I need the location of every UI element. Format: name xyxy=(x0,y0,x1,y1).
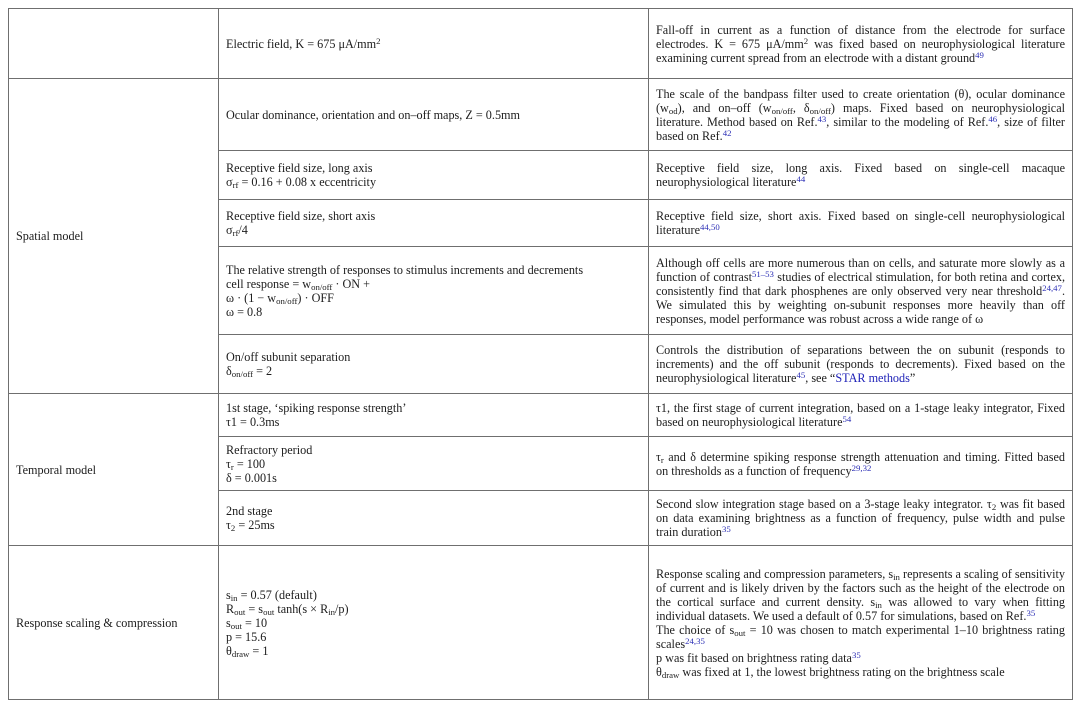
citation-link[interactable]: 51–53 xyxy=(751,268,774,279)
param-cell: Electric field, K = 675 $\mu A/mm^2$ xyxy=(219,9,649,79)
citation-link[interactable]: 54 xyxy=(842,414,852,425)
desc-cell: Although off cells are more numerous than on cells, and saturate more slowly as a function of contrast$^{51-53}$ studies of electrical stimulation, for both retina and cortex, consistently find that dark phosphenes are only observed very near threshold$^{24,47}$. We simulated this by weighting on-subunit responses more heavily than off responses, model performance was robust across a wide range of ω xyxy=(649,247,1073,335)
param-cell: 1st stage, ‘spiking response strength’ τ1 = 0.3ms xyxy=(219,394,649,437)
table-row xyxy=(9,9,1073,79)
citation-link[interactable]: 35 xyxy=(851,649,861,660)
desc-cell: Second slow integration stage based on a 3-stage leaky integrator. $\tau_2$ was fit based on data examining brightness as a function of frequency, pulse width and pulse train duration$^{35}$ xyxy=(649,491,1073,546)
citation-link[interactable]: 24,35 xyxy=(685,635,705,646)
desc-cell: Response scaling and compression parameters, $s_{in}$ represents a scaling of sensitivity of current and is likely driven by the factors such as the height of the electrode on the cortical surface and current density. $s_{in}$ was allowed to vary when fitting individual datasets. We used a default of 0.57 for simulations, based on Ref.$^{35}$ The choice of $s_{out} = 10$ was chosen to match experimental 1–10 brightness rating scales$^{24,35}$ p was fit based on brightness rating data$^{35}$ $\theta_{draw}$ was fixed at 1, the lowest brightness rating on the brightness scale xyxy=(649,546,1073,700)
citation-link[interactable]: 42 xyxy=(722,127,732,138)
group-cell xyxy=(9,9,219,79)
desc-cell: The scale of the bandpass filter used to create orientation (θ), ocular dominance $(w_{od})$, and on–off ($w_{on/off}$, $\delta_{on/off}$) maps. Fixed based on neurophysiological literature. Method based on Ref.$^{43}$, similar to the modeling of Ref.$^{46}$, size of filter based on Ref.$^{42}$ xyxy=(649,79,1073,151)
citation-link[interactable]: 44 xyxy=(796,174,806,185)
table-row xyxy=(9,394,1073,437)
citation-link[interactable]: 29,32 xyxy=(851,462,872,473)
group-cell-response-scaling: Response scaling & compression xyxy=(9,546,219,700)
model-parameters-table xyxy=(8,8,1073,700)
citation-link[interactable]: 44,50 xyxy=(699,222,720,233)
param-cell: $s_{in} = 0.57$ (default) $R_{out} = s_{out}$ $\tanh(s \times R_{in}/p)$ $s_{out} = 10$ p = 15.6 $\theta_{draw} = 1$ xyxy=(219,546,649,700)
desc-cell: Receptive field size, long axis. Fixed based on single-cell macaque neurophysiological literature$^{44}$ xyxy=(649,151,1073,200)
citation-link[interactable]: 46 xyxy=(988,113,998,124)
param-cell: 2nd stage $\tau_2 = 25ms$ xyxy=(219,491,649,546)
citation-link[interactable]: 49 xyxy=(975,49,984,60)
desc-cell: Receptive field size, short axis. Fixed based on single-cell neurophysiological literature$^{44,50}$ xyxy=(649,200,1073,247)
star-methods-link[interactable]: STAR methods xyxy=(835,371,910,385)
param-cell: Refractory period $\tau_r = 100$ δ = 0.001s xyxy=(219,437,649,491)
param-cell: The relative strength of responses to stimulus increments and decrements cell response = $w_{on/off}$ · ON + $\omega \cdot (1 - w_{on/off})$ · OFF ω = 0.8 xyxy=(219,247,649,335)
desc-cell: $\tau_r$ and δ determine spiking response strength attenuation and timing. Fitted based on thresholds as a function of frequency$^{29,32}$ xyxy=(649,437,1073,491)
param-cell: On/off subunit separation $\delta_{on/off} = 2$ xyxy=(219,335,649,394)
desc-cell: Controls the distribution of separations between the on subunit (responds to increments) and the off subunit (responds to decrements). Fixed based on the neurophysiological literature$^{45}$, see “STAR methods” xyxy=(649,335,1073,394)
table-row xyxy=(9,79,1073,151)
desc-cell: Fall-off in current as a function of distance from the electrode for surface electrodes. K = 675 $\mu A/mm^2$ was fixed based on neurophysiological literature examining current spread from an electrode with a distant ground$^{49}$ xyxy=(649,9,1073,79)
group-cell-temporal-model: Temporal model xyxy=(9,394,219,546)
group-cell-spatial-model: Spatial model xyxy=(9,79,219,394)
citation-link[interactable]: 45 xyxy=(796,370,806,381)
citation-link[interactable]: 35 xyxy=(722,524,731,535)
param-cell: Receptive field size, short axis $\sigma_{rf}/4$ xyxy=(219,200,649,247)
param-cell: Receptive field size, long axis $\sigma_{rf} = 0.16 + 0.08$ x eccentricity xyxy=(219,151,649,200)
table-row xyxy=(9,546,1073,700)
citation-link[interactable]: 35 xyxy=(1026,607,1036,618)
citation-link[interactable]: 24,47 xyxy=(1042,282,1062,293)
citation-link[interactable]: 43 xyxy=(817,113,827,124)
param-cell: Ocular dominance, orientation and on–off maps, Z = 0.5mm xyxy=(219,79,649,151)
desc-cell: τ1, the first stage of current integration, based on a 1-stage leaky integrator, Fixed based on neurophysiological literature$^{54}$ xyxy=(649,394,1073,437)
